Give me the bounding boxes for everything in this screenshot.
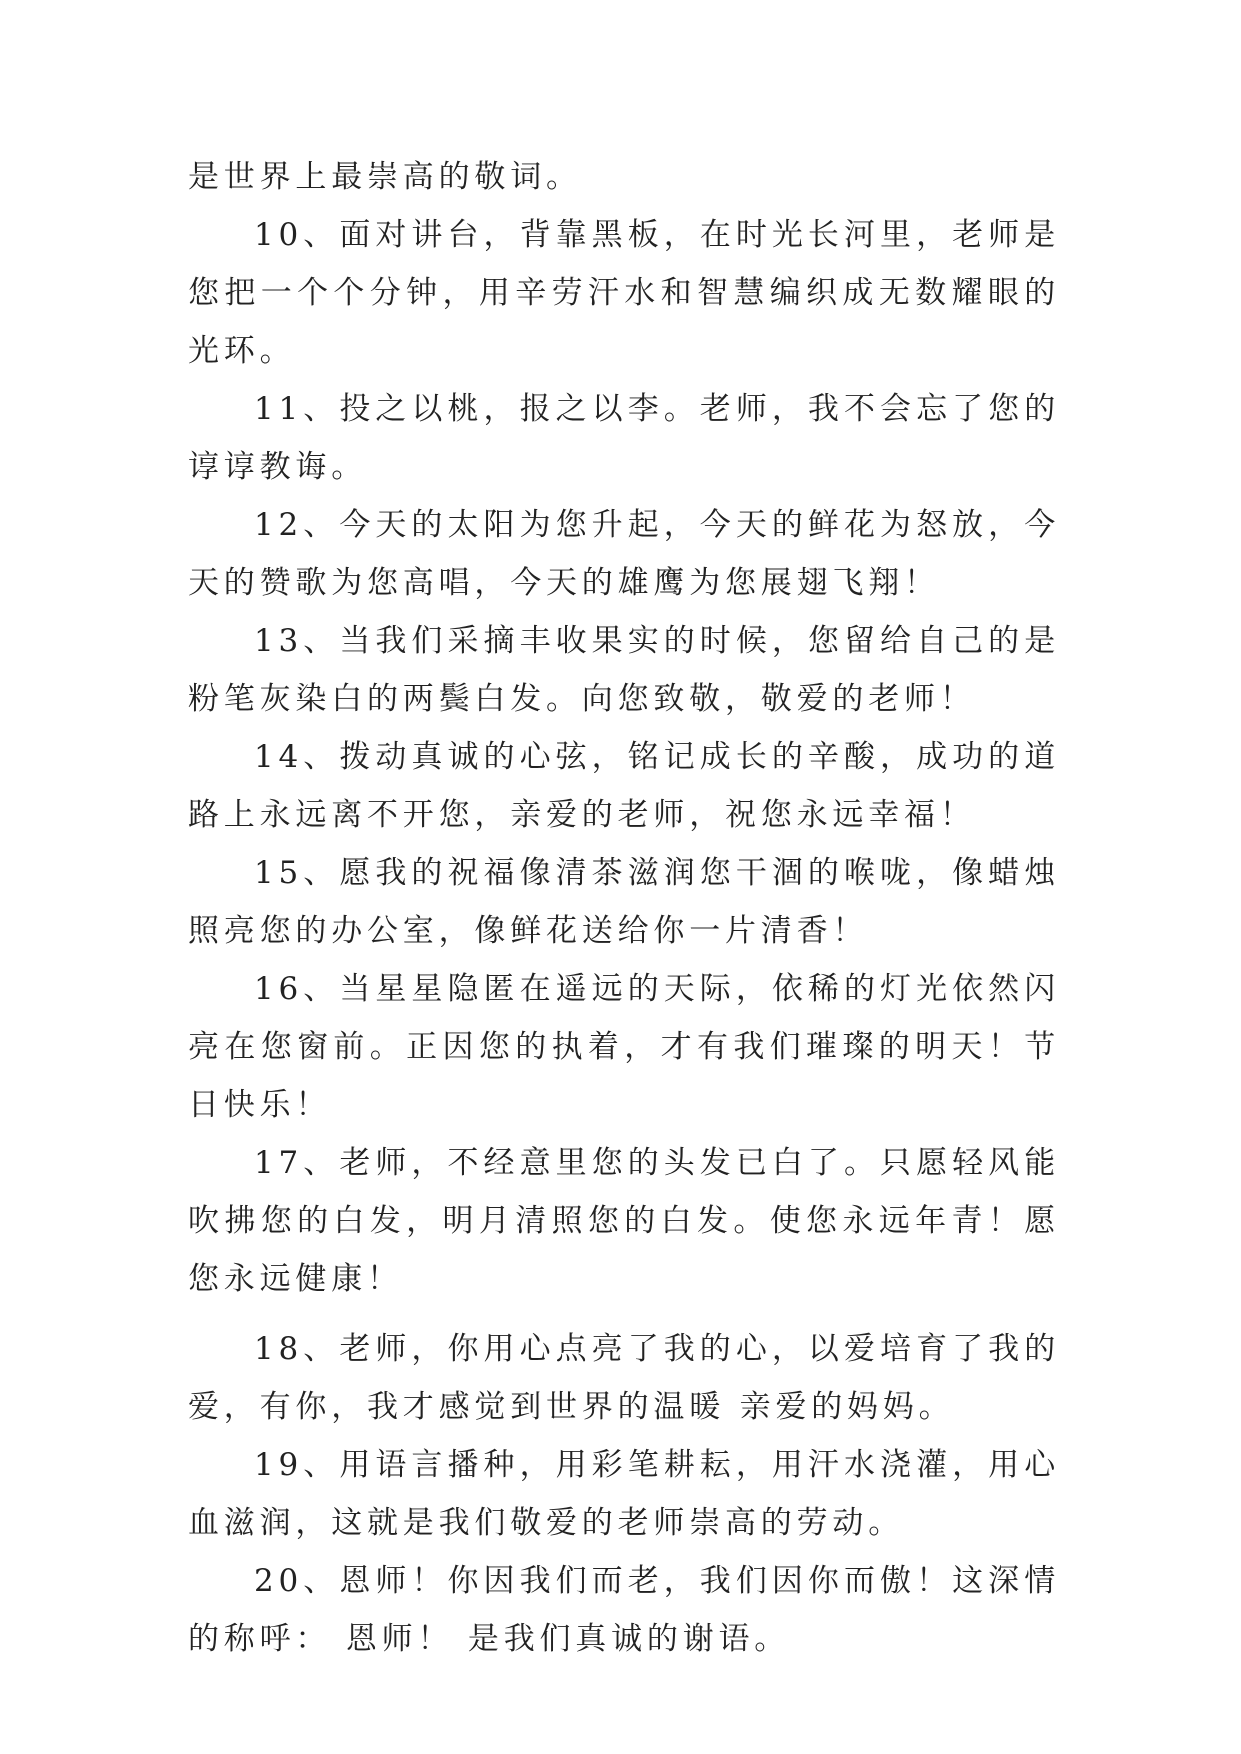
paragraph-17: 17、老师，不经意里您的头发已白了。只愿轻风能吹拂您的白发，明月清照您的白发。使您永远年青！愿您永远健康！: [188, 1145, 1060, 1297]
paragraph-13: 13、当我们采摘丰收果实的时候，您留给自己的是粉笔灰染白的两鬓白发。向您致敬，敬爱的老师！: [188, 623, 1060, 717]
paragraph-10: 10、面对讲台，背靠黑板，在时光长河里，老师是您把一个个分钟，用辛劳汗水和智慧编织成无数耀眼的光环。: [188, 217, 1060, 369]
paragraph-15: 15、愿我的祝福像清茶滋润您干涸的喉咙，像蜡烛照亮您的办公室，像鲜花送给你一片清香！: [188, 855, 1060, 949]
paragraph-18: 18、老师，你用心点亮了我的心，以爱培育了我的爱，有你，我才感觉到世界的温暖 亲爱的妈妈。: [188, 1331, 1060, 1425]
paragraph-14: 14、拨动真诚的心弦，铭记成长的辛酸，成功的道路上永远离不开您，亲爱的老师，祝您永远幸福！: [188, 739, 1060, 833]
document-body: [188, 148, 1060, 1668]
paragraph-20: 20、恩师！你因我们而老，我们因你而傲！这深情的称呼： 恩师！ 是我们真诚的谢语。: [188, 1563, 1060, 1657]
paragraph-16: 16、当星星隐匿在遥远的天际，依稀的灯光依然闪亮在您窗前。正因您的执着，才有我们璀璨的明天！节日快乐！: [188, 971, 1060, 1123]
paragraph-19: 19、用语言播种，用彩笔耕耘，用汗水浇灌，用心血滋润，这就是我们敬爱的老师崇高的劳动。: [188, 1447, 1060, 1541]
paragraph-continuation: 是世界上最崇高的敬词。: [188, 159, 582, 195]
paragraph-12: 12、今天的太阳为您升起，今天的鲜花为怒放，今天的赞歌为您高唱，今天的雄鹰为您展翅飞翔！: [188, 507, 1060, 601]
paragraph-11: 11、投之以桃，报之以李。老师，我不会忘了您的谆谆教诲。: [188, 391, 1060, 485]
